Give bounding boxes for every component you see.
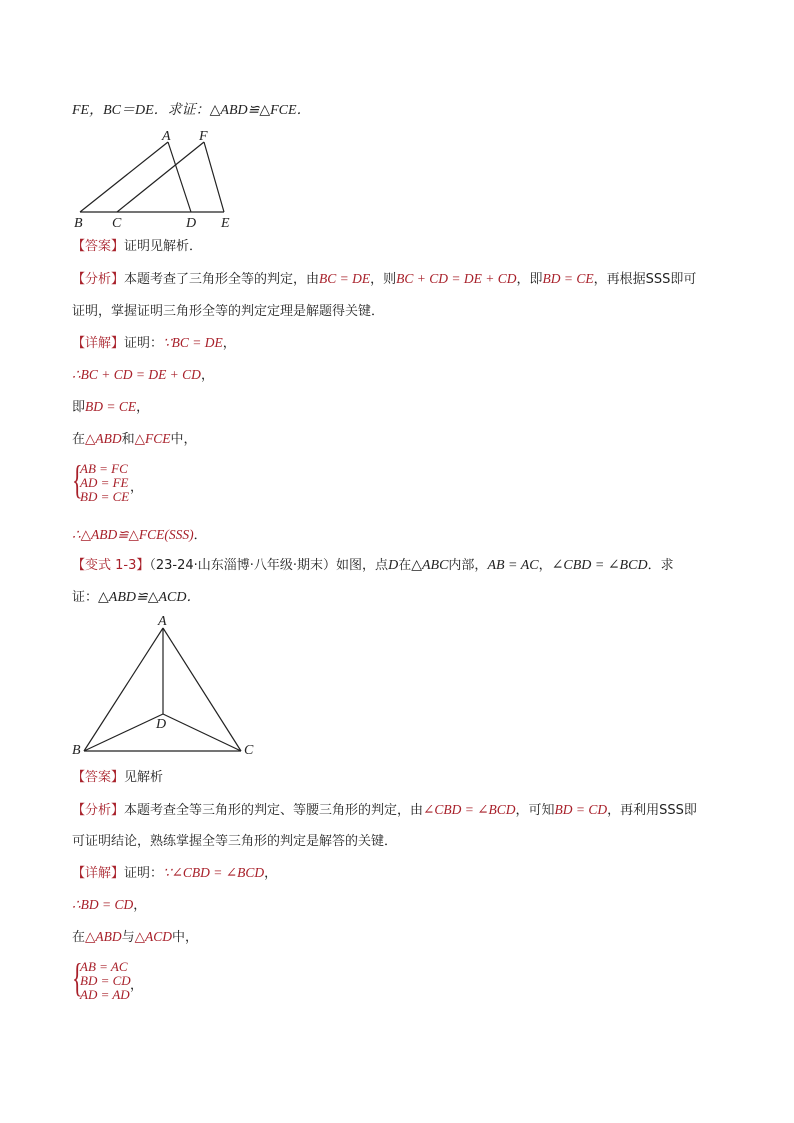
answer1-tag: 【答案】 <box>72 239 125 254</box>
system2-row-1: AB = AC <box>80 959 128 974</box>
detail2-step2-punct: ， <box>133 898 147 913</box>
detail2-line3 <box>72 927 198 948</box>
fig1-label-c: C <box>112 216 122 231</box>
detail1-step2: ∴BC + CD = DE + CD <box>72 367 201 382</box>
detail1-step4-mid: 和 <box>121 432 135 447</box>
analysis2-line2: 可证明结论，熟练掌握全等三角形的判定是解答的关键． <box>72 834 398 849</box>
detail1-step3-math: BD = CE <box>85 399 137 414</box>
system2-row-3: AD = AD <box>80 987 130 1002</box>
detail1-math-1: ∵BC = DE <box>163 335 223 350</box>
answer2-text: 见解析 <box>124 770 164 785</box>
detail1-step2-punct: ， <box>200 368 214 383</box>
figure-2 <box>70 612 260 760</box>
detail2-tag: 【详解】 <box>72 866 125 881</box>
analysis1-text-4: ，再根据SSS即可 <box>593 272 697 287</box>
problem2-inner: 内部， <box>448 558 488 573</box>
analysis1-text-3: ，即 <box>516 272 543 287</box>
analysis1-tag: 【分析】 <box>72 272 125 287</box>
analysis1-line2: 证明，掌握证明三角形全等的判定定理是解题得关键． <box>72 304 385 319</box>
problem2-point-d: D <box>388 558 399 573</box>
detail1-line1 <box>72 333 236 354</box>
problem2-math-2: ∠CBD = ∠BCD <box>551 558 648 573</box>
system1-comma: ， <box>130 479 144 494</box>
problem2-in: 在 <box>398 558 412 573</box>
analysis1-math-2: BC + CD = DE + CD <box>396 271 517 286</box>
problem2-line2 <box>72 588 201 608</box>
system2-row-2: BD = CD <box>80 973 131 988</box>
detail2-step3-math-2: △ACD <box>134 929 173 944</box>
detail1-step4-end: 中， <box>170 432 197 447</box>
equation-system-2 <box>72 955 192 1004</box>
detail1-step3-punct: ， <box>136 400 150 415</box>
detail2-step2: ∴BD = CD <box>72 897 134 912</box>
problem1-claim: △ABD≌△FCE． <box>209 103 311 118</box>
equation-system-1 <box>72 457 192 506</box>
problem2-sep: ， <box>538 558 552 573</box>
detail2-line2 <box>72 895 146 916</box>
fig2-label-b: B <box>72 743 81 758</box>
detail2-punct-1: ， <box>264 866 278 881</box>
problem1-text: FE，BC＝DE．求证： <box>72 103 210 118</box>
answer2-line <box>72 768 163 788</box>
analysis1-text-2: ，则 <box>370 272 397 287</box>
analysis2-tag: 【分析】 <box>72 803 125 818</box>
brace-icon: { <box>72 955 83 1000</box>
system1-row-3: BD = CE <box>80 489 130 504</box>
analysis2-text-3: ，再利用SSS即 <box>607 803 697 818</box>
detail2-prefix: 证明： <box>124 866 164 881</box>
problem2-tail: ．求 <box>647 558 674 573</box>
detail1-step3-pre: 即 <box>72 400 86 415</box>
system1-row-2: AD = FE <box>80 475 129 490</box>
system2-comma: ， <box>130 977 144 992</box>
system1-row-1: AB = FC <box>80 461 128 476</box>
conclusion1-punct: ． <box>193 528 207 543</box>
analysis2-math-2: BD = CD <box>554 802 608 817</box>
problem2-tag: 【变式 1-3】 <box>72 558 150 573</box>
detail2-step3-mid: 与 <box>121 930 135 945</box>
detail1-line3 <box>72 397 149 418</box>
brace-icon: { <box>72 457 83 502</box>
problem2-source: （23-24·山东淄博·八年级·期末）如图，点 <box>149 558 389 573</box>
detail1-prefix: 证明： <box>124 336 164 351</box>
analysis2-text-2: ，可知 <box>515 803 555 818</box>
detail1-conclusion <box>72 525 207 546</box>
fig2-label-a: A <box>158 614 167 629</box>
problem2-line2-pre: 证： <box>72 590 99 605</box>
analysis1-line1 <box>72 269 696 290</box>
detail2-line1 <box>72 863 277 884</box>
fig1-label-b: B <box>74 216 83 231</box>
detail1-punct-1: ， <box>222 336 236 351</box>
fig2-label-c: C <box>244 743 254 758</box>
detail1-line4 <box>72 429 197 450</box>
detail1-step4-math-1: △ABD <box>85 431 122 446</box>
conclusion1-math: ∴△ABD≌△FCE(SSS) <box>72 527 194 542</box>
fig1-label-e: E <box>221 216 230 231</box>
problem2-triangle: △ABC <box>411 558 449 573</box>
analysis1-text-1: 本题考查了三角形全等的判定，由 <box>124 272 320 287</box>
fig1-label-a: A <box>162 129 171 144</box>
fig1-label-f: F <box>199 129 208 144</box>
problem1-statement <box>72 101 311 121</box>
detail1-step4-pre: 在 <box>72 432 86 447</box>
detail1-step4-math-2: △FCE <box>134 431 171 446</box>
detail2-step3-pre: 在 <box>72 930 86 945</box>
analysis1-math-3: BD = CE <box>542 271 594 286</box>
problem2-line1 <box>72 556 674 576</box>
answer1-text: 证明见解析． <box>124 239 203 254</box>
analysis1-math-1: BC = DE <box>319 271 371 286</box>
analysis2-line1 <box>72 800 697 821</box>
figure-1 <box>70 126 240 232</box>
analysis2-math-1: ∠CBD = ∠BCD <box>423 802 516 817</box>
detail2-step3-math-1: △ABD <box>85 929 122 944</box>
answer2-tag: 【答案】 <box>72 770 125 785</box>
fig1-label-d: D <box>186 216 197 231</box>
problem2-math-1: AB = AC <box>487 558 539 573</box>
detail1-line2 <box>72 365 214 386</box>
detail1-tag: 【详解】 <box>72 336 125 351</box>
analysis2-text-1: 本题考查全等三角形的判定、等腰三角形的判定，由 <box>124 803 424 818</box>
detail2-step3-end: 中， <box>172 930 199 945</box>
answer1-line <box>72 237 202 257</box>
fig2-label-d: D <box>156 717 167 732</box>
detail2-math-1: ∵∠CBD = ∠BCD <box>163 865 265 880</box>
problem2-claim: △ABD≌△ACD． <box>98 590 201 605</box>
